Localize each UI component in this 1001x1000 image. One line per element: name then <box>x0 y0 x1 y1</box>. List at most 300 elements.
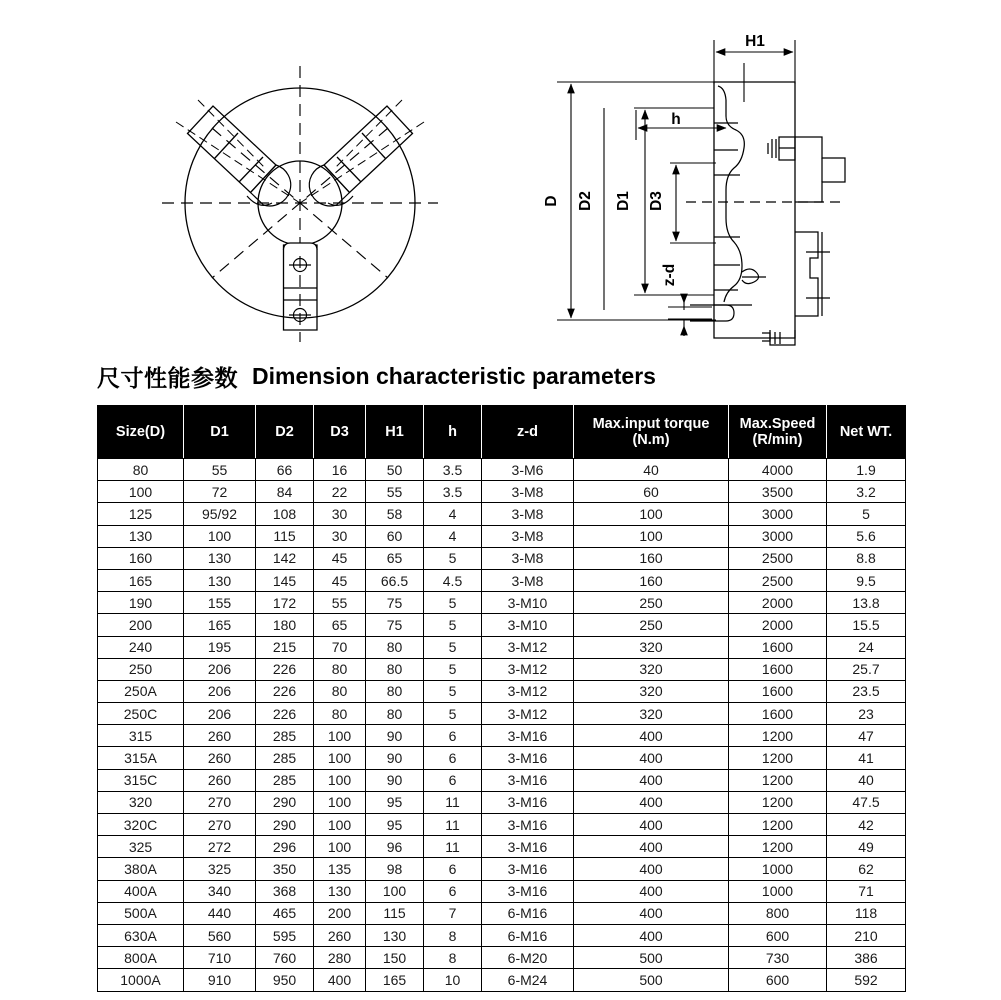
cell-h1: 58 <box>366 503 424 525</box>
cell-d1: 206 <box>184 658 256 680</box>
technical-drawings <box>0 0 1001 352</box>
cell-d1: 55 <box>184 459 256 481</box>
cell-h1: 90 <box>366 725 424 747</box>
cell-d1: 325 <box>184 858 256 880</box>
cell-d3: 45 <box>314 547 366 569</box>
cell-h1: 90 <box>366 769 424 791</box>
cell-max-speed: 600 <box>729 969 827 991</box>
cell-h: 4 <box>424 503 482 525</box>
cell-max-input-torque: 250 <box>574 614 729 636</box>
cell-net-weight: 25.7 <box>827 658 906 680</box>
cell-z-d: 6-M24 <box>482 969 574 991</box>
cell-net-weight: 24 <box>827 636 906 658</box>
cell-z-d: 3-M16 <box>482 880 574 902</box>
cell-d3: 280 <box>314 947 366 969</box>
cell-d1: 155 <box>184 592 256 614</box>
cell-h1: 55 <box>366 481 424 503</box>
cell-h1: 95 <box>366 814 424 836</box>
dimension-label-D1: D1 <box>615 191 632 211</box>
cell-h1: 75 <box>366 614 424 636</box>
cell-z-d: 3-M12 <box>482 636 574 658</box>
cell-net-weight: 49 <box>827 836 906 858</box>
cell-max-input-torque: 400 <box>574 747 729 769</box>
dimension-label-H1: H1 <box>745 33 765 50</box>
cell-d3: 400 <box>314 969 366 991</box>
table-row <box>98 791 906 813</box>
cell-max-input-torque: 320 <box>574 658 729 680</box>
cell-h: 11 <box>424 836 482 858</box>
table-row <box>98 814 906 836</box>
cell-h1: 90 <box>366 747 424 769</box>
cell-max-input-torque: 400 <box>574 725 729 747</box>
cell-max-speed: 1200 <box>729 747 827 769</box>
cell-z-d: 3-M16 <box>482 769 574 791</box>
cell-d3: 16 <box>314 459 366 481</box>
cell-d1: 440 <box>184 902 256 924</box>
table-row <box>98 503 906 525</box>
cell-d1: 270 <box>184 791 256 813</box>
cell-d2: 290 <box>256 791 314 813</box>
table-row <box>98 858 906 880</box>
table-row <box>98 547 906 569</box>
cell-max-speed: 4000 <box>729 459 827 481</box>
cell-d3: 45 <box>314 569 366 591</box>
cell-d3: 65 <box>314 614 366 636</box>
cell-d1: 260 <box>184 725 256 747</box>
table-row <box>98 769 906 791</box>
cell-d1: 206 <box>184 703 256 725</box>
table-row <box>98 569 906 591</box>
cell-d3: 80 <box>314 658 366 680</box>
cell-z-d: 3-M8 <box>482 547 574 569</box>
table-row <box>98 636 906 658</box>
mounting-detail-upper <box>768 137 845 202</box>
cell-max-speed: 1200 <box>729 814 827 836</box>
cell-d2: 285 <box>256 747 314 769</box>
cell-max-input-torque: 400 <box>574 902 729 924</box>
cell-net-weight: 47 <box>827 725 906 747</box>
table-row <box>98 481 906 503</box>
cell-h1: 50 <box>366 459 424 481</box>
dimension-h <box>636 108 726 140</box>
table-row <box>98 680 906 702</box>
cell-d3: 100 <box>314 725 366 747</box>
cell-d1: 72 <box>184 481 256 503</box>
cell-max-input-torque: 320 <box>574 636 729 658</box>
cell-h1: 80 <box>366 680 424 702</box>
cell-max-speed: 1200 <box>729 769 827 791</box>
cell-net-weight: 23.5 <box>827 680 906 702</box>
cell-max-speed: 1000 <box>729 880 827 902</box>
section-heading-english: Dimension characteristic parameters <box>252 362 656 389</box>
cell-net-weight: 9.5 <box>827 569 906 591</box>
cell-d1: 130 <box>184 569 256 591</box>
cell-z-d: 3-M16 <box>482 858 574 880</box>
cell-d2: 172 <box>256 592 314 614</box>
table-row <box>98 924 906 946</box>
cell-size: 630A <box>98 924 184 946</box>
cell-h1: 80 <box>366 703 424 725</box>
cell-d2: 950 <box>256 969 314 991</box>
cell-h: 3.5 <box>424 459 482 481</box>
cell-max-input-torque: 400 <box>574 836 729 858</box>
cell-d1: 270 <box>184 814 256 836</box>
cell-max-speed: 3000 <box>729 503 827 525</box>
cell-size: 325 <box>98 836 184 858</box>
cell-d3: 200 <box>314 902 366 924</box>
cell-max-speed: 2000 <box>729 614 827 636</box>
cell-h1: 80 <box>366 658 424 680</box>
cell-d3: 100 <box>314 814 366 836</box>
cell-size: 400A <box>98 880 184 902</box>
cell-max-input-torque: 60 <box>574 481 729 503</box>
table-body <box>98 459 906 992</box>
cell-d3: 70 <box>314 636 366 658</box>
cell-net-weight: 40 <box>827 769 906 791</box>
cell-net-weight: 13.8 <box>827 592 906 614</box>
table-row <box>98 836 906 858</box>
cell-max-input-torque: 100 <box>574 503 729 525</box>
cell-z-d: 6-M16 <box>482 902 574 924</box>
cell-h: 6 <box>424 747 482 769</box>
cell-net-weight: 41 <box>827 747 906 769</box>
cell-max-speed: 1000 <box>729 858 827 880</box>
cell-net-weight: 1.9 <box>827 459 906 481</box>
section-heading <box>97 356 656 396</box>
cell-net-weight: 3.2 <box>827 481 906 503</box>
column-header-speed-units: (R/min) <box>752 432 803 448</box>
cell-net-weight: 47.5 <box>827 791 906 813</box>
table-row <box>98 725 906 747</box>
column-header-max-speed <box>729 406 827 459</box>
cell-d2: 296 <box>256 836 314 858</box>
cell-size: 380A <box>98 858 184 880</box>
cell-z-d: 3-M12 <box>482 680 574 702</box>
cell-d3: 100 <box>314 747 366 769</box>
cell-d2: 115 <box>256 525 314 547</box>
column-header-z-d: z-d <box>482 406 574 459</box>
cell-max-input-torque: 320 <box>574 680 729 702</box>
cell-d1: 272 <box>184 836 256 858</box>
cell-d2: 285 <box>256 725 314 747</box>
cell-d2: 180 <box>256 614 314 636</box>
cell-d2: 595 <box>256 924 314 946</box>
cell-net-weight: 8.8 <box>827 547 906 569</box>
cell-z-d: 3-M8 <box>482 569 574 591</box>
cell-d2: 142 <box>256 547 314 569</box>
cell-max-speed: 2500 <box>729 569 827 591</box>
cell-h: 5 <box>424 658 482 680</box>
cell-size: 130 <box>98 525 184 547</box>
cell-d3: 80 <box>314 703 366 725</box>
cell-z-d: 3-M16 <box>482 725 574 747</box>
jaw-profile-curve <box>718 86 744 302</box>
cell-d2: 226 <box>256 703 314 725</box>
cell-net-weight: 592 <box>827 969 906 991</box>
cell-max-speed: 1200 <box>729 791 827 813</box>
cell-size: 500A <box>98 902 184 924</box>
table-header <box>98 406 906 459</box>
cell-max-input-torque: 400 <box>574 880 729 902</box>
table-row <box>98 658 906 680</box>
cell-d2: 465 <box>256 902 314 924</box>
dimension-parameters-table <box>97 405 906 992</box>
cell-max-speed: 1600 <box>729 658 827 680</box>
cell-net-weight: 23 <box>827 703 906 725</box>
cell-h: 11 <box>424 814 482 836</box>
cell-d1: 130 <box>184 547 256 569</box>
cell-size: 315C <box>98 769 184 791</box>
table-row <box>98 747 906 769</box>
cell-d2: 226 <box>256 658 314 680</box>
table-row <box>98 902 906 924</box>
cell-z-d: 3-M6 <box>482 459 574 481</box>
cell-h1: 60 <box>366 525 424 547</box>
cell-d2: 290 <box>256 814 314 836</box>
mounting-detail-lower <box>795 232 830 316</box>
column-header-max-input-torque <box>574 406 729 459</box>
cell-max-input-torque: 500 <box>574 969 729 991</box>
cell-max-input-torque: 100 <box>574 525 729 547</box>
cell-d2: 350 <box>256 858 314 880</box>
column-header-d2: D2 <box>256 406 314 459</box>
cell-d1: 100 <box>184 525 256 547</box>
column-header-speed-title: Max.Speed <box>739 415 816 432</box>
cell-size: 125 <box>98 503 184 525</box>
cell-d2: 285 <box>256 769 314 791</box>
cell-max-speed: 1600 <box>729 636 827 658</box>
cell-max-input-torque: 500 <box>574 947 729 969</box>
cell-max-speed: 1200 <box>729 725 827 747</box>
cell-h: 8 <box>424 924 482 946</box>
cell-net-weight: 42 <box>827 814 906 836</box>
cell-h: 6 <box>424 858 482 880</box>
table-row <box>98 703 906 725</box>
three-jaw-chuck-front-view <box>162 66 438 342</box>
cell-size: 250C <box>98 703 184 725</box>
table-row <box>98 614 906 636</box>
cell-h1: 65 <box>366 547 424 569</box>
cell-max-speed: 2500 <box>729 547 827 569</box>
cell-h1: 100 <box>366 880 424 902</box>
cell-max-input-torque: 320 <box>574 703 729 725</box>
cell-size: 315A <box>98 747 184 769</box>
cell-d2: 84 <box>256 481 314 503</box>
cell-d3: 22 <box>314 481 366 503</box>
cell-h1: 80 <box>366 636 424 658</box>
cell-d3: 100 <box>314 791 366 813</box>
cell-max-speed: 1200 <box>729 836 827 858</box>
cell-d2: 215 <box>256 636 314 658</box>
cell-size: 165 <box>98 569 184 591</box>
table-row <box>98 459 906 481</box>
column-header-torque-title: Max.input torque <box>592 415 710 432</box>
chuck-sectional-side-view <box>543 33 845 345</box>
dimension-parameters-table-wrapper <box>97 405 905 992</box>
cell-z-d: 3-M8 <box>482 503 574 525</box>
cell-net-weight: 15.5 <box>827 614 906 636</box>
cell-d3: 80 <box>314 680 366 702</box>
cell-h: 5 <box>424 680 482 702</box>
cell-z-d: 3-M16 <box>482 747 574 769</box>
cell-net-weight: 71 <box>827 880 906 902</box>
cell-h: 5 <box>424 636 482 658</box>
column-header-size: Size(D) <box>98 406 184 459</box>
cell-z-d: 3-M12 <box>482 703 574 725</box>
cell-d3: 260 <box>314 924 366 946</box>
cell-z-d: 6-M16 <box>482 924 574 946</box>
cell-d3: 100 <box>314 769 366 791</box>
dimension-label-h: h <box>671 111 681 128</box>
cell-size: 240 <box>98 636 184 658</box>
cell-z-d: 3-M12 <box>482 658 574 680</box>
cell-h: 5 <box>424 592 482 614</box>
cell-z-d: 3-M10 <box>482 592 574 614</box>
cell-max-speed: 730 <box>729 947 827 969</box>
cell-h1: 130 <box>366 924 424 946</box>
cell-d2: 368 <box>256 880 314 902</box>
cell-max-input-torque: 400 <box>574 769 729 791</box>
cell-d3: 130 <box>314 880 366 902</box>
cell-d1: 260 <box>184 769 256 791</box>
cell-size: 320 <box>98 791 184 813</box>
cell-net-weight: 210 <box>827 924 906 946</box>
cell-h: 5 <box>424 703 482 725</box>
cell-max-speed: 3500 <box>729 481 827 503</box>
cell-h: 4.5 <box>424 569 482 591</box>
cell-d3: 135 <box>314 858 366 880</box>
cell-d1: 560 <box>184 924 256 946</box>
cell-d3: 55 <box>314 592 366 614</box>
column-header-torque-units: (N.m) <box>632 432 670 448</box>
chuck-jaw-upper-right <box>300 100 424 206</box>
cell-h: 6 <box>424 880 482 902</box>
cell-size: 250A <box>98 680 184 702</box>
cell-d1: 710 <box>184 947 256 969</box>
cell-max-speed: 2000 <box>729 592 827 614</box>
cell-size: 320C <box>98 814 184 836</box>
cell-h: 7 <box>424 902 482 924</box>
column-header-d1: D1 <box>184 406 256 459</box>
cell-d1: 195 <box>184 636 256 658</box>
cell-h1: 66.5 <box>366 569 424 591</box>
cell-h: 6 <box>424 725 482 747</box>
table-row <box>98 592 906 614</box>
thread-symbol <box>742 269 766 284</box>
cell-z-d: 6-M20 <box>482 947 574 969</box>
cell-net-weight: 118 <box>827 902 906 924</box>
cell-h1: 150 <box>366 947 424 969</box>
cell-max-speed: 600 <box>729 924 827 946</box>
cell-h1: 115 <box>366 902 424 924</box>
cell-max-input-torque: 40 <box>574 459 729 481</box>
cell-h: 10 <box>424 969 482 991</box>
cell-z-d: 3-M8 <box>482 525 574 547</box>
table-row <box>98 525 906 547</box>
cell-h: 5 <box>424 547 482 569</box>
cell-max-input-torque: 400 <box>574 924 729 946</box>
cell-z-d: 3-M16 <box>482 791 574 813</box>
cell-d1: 206 <box>184 680 256 702</box>
cell-h: 11 <box>424 791 482 813</box>
cell-size: 315 <box>98 725 184 747</box>
cell-net-weight: 5 <box>827 503 906 525</box>
table-row <box>98 880 906 902</box>
cell-h: 3.5 <box>424 481 482 503</box>
cell-max-speed: 3000 <box>729 525 827 547</box>
cell-d3: 100 <box>314 836 366 858</box>
cell-h: 8 <box>424 947 482 969</box>
dimension-label-D2: D2 <box>577 191 594 211</box>
cell-size: 200 <box>98 614 184 636</box>
cell-size: 160 <box>98 547 184 569</box>
cell-h1: 96 <box>366 836 424 858</box>
cell-z-d: 3-M16 <box>482 814 574 836</box>
cell-z-d: 3-M10 <box>482 614 574 636</box>
dimension-D3 <box>670 163 716 243</box>
cell-z-d: 3-M16 <box>482 836 574 858</box>
cell-net-weight: 5.6 <box>827 525 906 547</box>
table-row <box>98 947 906 969</box>
cell-d2: 226 <box>256 680 314 702</box>
table-row <box>98 969 906 991</box>
column-header-h: h <box>424 406 482 459</box>
cell-h1: 165 <box>366 969 424 991</box>
column-header-d3: D3 <box>314 406 366 459</box>
cell-d2: 145 <box>256 569 314 591</box>
chuck-jaw-upper-left <box>176 100 300 206</box>
cell-size: 800A <box>98 947 184 969</box>
cell-max-input-torque: 400 <box>574 858 729 880</box>
cell-h1: 98 <box>366 858 424 880</box>
cell-size: 250 <box>98 658 184 680</box>
cell-d2: 66 <box>256 459 314 481</box>
cell-h1: 75 <box>366 592 424 614</box>
cell-max-speed: 1600 <box>729 703 827 725</box>
column-header-h1: H1 <box>366 406 424 459</box>
dimension-label-D3: D3 <box>648 191 665 211</box>
cell-d1: 165 <box>184 614 256 636</box>
cell-d1: 260 <box>184 747 256 769</box>
cell-net-weight: 386 <box>827 947 906 969</box>
cell-z-d: 3-M8 <box>482 481 574 503</box>
cell-h: 6 <box>424 769 482 791</box>
cell-net-weight: 62 <box>827 858 906 880</box>
cell-h1: 95 <box>366 791 424 813</box>
cell-d2: 108 <box>256 503 314 525</box>
cell-h: 4 <box>424 525 482 547</box>
cell-d2: 760 <box>256 947 314 969</box>
cell-size: 190 <box>98 592 184 614</box>
cell-d3: 30 <box>314 525 366 547</box>
cell-size: 1000A <box>98 969 184 991</box>
cell-max-input-torque: 160 <box>574 569 729 591</box>
cell-max-input-torque: 400 <box>574 814 729 836</box>
cell-max-input-torque: 400 <box>574 791 729 813</box>
column-header-net-weight: Net WT. <box>827 406 906 459</box>
dimension-label-D: D <box>543 195 560 207</box>
cell-d1: 95/92 <box>184 503 256 525</box>
cell-max-input-torque: 250 <box>574 592 729 614</box>
cell-d3: 30 <box>314 503 366 525</box>
cell-d1: 340 <box>184 880 256 902</box>
cell-size: 100 <box>98 481 184 503</box>
dimension-label-z-d: z-d <box>661 263 678 287</box>
cell-h: 5 <box>424 614 482 636</box>
section-heading-chinese: 尺寸性能参数 <box>97 365 238 392</box>
cell-size: 80 <box>98 459 184 481</box>
cell-max-speed: 800 <box>729 902 827 924</box>
